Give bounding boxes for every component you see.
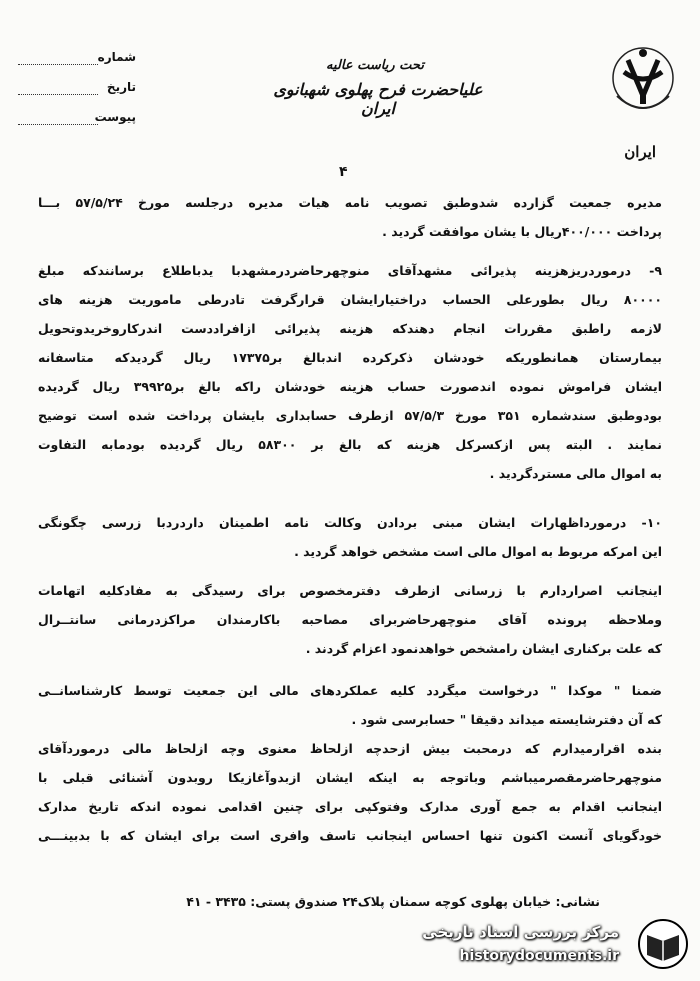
text-line: مدیره جمعیت گزارده شدوطبق تصویب نامه هیات مدیره درجلسه مورخ ۵۷/۵/۲۴ بـــا bbox=[38, 195, 662, 210]
text-line: به اموال مالی مستردگردید . bbox=[489, 466, 662, 481]
paragraph-item-9 bbox=[38, 256, 662, 488]
date-label: تاریخ bbox=[106, 80, 136, 94]
page-number: ۴ bbox=[339, 164, 348, 180]
attachment-label: پیوست bbox=[94, 110, 136, 124]
book-logo-icon bbox=[633, 917, 693, 971]
text-line: اینجانب اصراردارم با زرسانی ازطرف دفترمخصوص برای رسیدگی به مفادکلیه اتهامات bbox=[38, 583, 662, 598]
text-line: که آن دفترشایسته میداند دقیقا " حسابرسی شود . bbox=[351, 712, 662, 727]
text-line: پرداخت ۴۰۰/۰۰۰ریال با یشان موافقت گردید . bbox=[382, 224, 662, 239]
paragraph-1 bbox=[38, 188, 662, 246]
text-line: بیمارستان همانطوریکه خودشان ذکرکرده اندبالغ بر۱۷۳۷۵ ریال گردیدکه متاسفانه bbox=[38, 350, 662, 365]
footer-address: نشانی: خیابان پهلوی کوچه سمنان پلاک۲۴ صندوق پستی: ۳۴۳۵ - ۴۱ bbox=[186, 894, 600, 909]
paragraph-request-inspector bbox=[38, 576, 662, 663]
text-line: بنده اقرارمیدارم که درمحبت بیش ازحدچه ازلحاظ معنوی وچه ازلحاظ مالی درموردآقای bbox=[38, 741, 662, 756]
text-line: منوچهرحاضرمقصرمیباشم وباتوجه به اینکه ایشان ازبدوآغازیکا روبدون آشنائی قبلی با bbox=[38, 770, 662, 785]
number-field bbox=[18, 50, 136, 68]
paragraph-audit-request bbox=[38, 676, 662, 734]
text-line: خودگویای آنست اکنون تنها احساس اینجانب تاسف وافری است برای ایشان که با بدبینـــی bbox=[38, 828, 662, 843]
text-line: که علت برکناری ایشان رامشخص خواهدنمود اعزام گردند . bbox=[305, 641, 662, 656]
archive-watermark bbox=[405, 915, 697, 973]
text-line: ضمنا " موکدا " درخواست میگردد کلیه عملکردهای مالی این جمعیت توسط کارشناسانــی bbox=[38, 683, 662, 698]
text-line: نمایند . البته پس ازکسرکل هزینه که بالغ بر ۵۸۳۰۰ ریال گردیده بودمابه التفاوت bbox=[38, 437, 662, 452]
date-dotted-line bbox=[18, 94, 98, 95]
patronage-line: تحت ریاست عالیه bbox=[326, 58, 424, 73]
text-line: بودوطبق سندشماره ۳۵۱ مورخ ۵۷/۵/۳ ازطرف حسابداری بایشان پرداخت شده است توضیح bbox=[38, 408, 662, 423]
text-line: ۹- درموردریزهزینه پذیرائی مشهدآقای منوچهرحاضردرمشهدبا یدباطلاع برسانندکه مبلغ bbox=[38, 263, 662, 278]
patron-name: علیاحضرت فرح پهلوی شهبانوی ایران bbox=[273, 80, 483, 118]
watermark-url: historydocuments.ir bbox=[459, 948, 619, 964]
text-line: ۱۰- درمورداظهارات ایشان مبنی بردادن وکالت نامه اطمینان داردردبا زرسی چگونگی bbox=[38, 515, 662, 530]
paragraph-item-10 bbox=[38, 508, 662, 566]
text-line: اینجانب اقدام به جمع آوری مدارک وفتوکپی برای چنین اقدامی نموده اندکه تاریخ مدارک bbox=[38, 799, 662, 814]
date-field bbox=[18, 80, 136, 98]
text-line: این امرکه مربوط به اموال مالی است مشخص خواهد گردید . bbox=[294, 544, 662, 559]
watermark-title: مرکز بررسی اسناد تاریخی bbox=[422, 923, 619, 941]
red-lion-sun-emblem bbox=[608, 38, 678, 134]
attachment-field bbox=[18, 110, 136, 128]
text-line: ایشان فراموش نموده اندصورت حساب هزینه خودشان راکه بالغ بر۳۹۹۲۵ ریال گردیده bbox=[38, 379, 662, 394]
text-line: لازمه راطبق مقررات انجام دهندکه هزینه پذیرائی ازافراددست اندرکاروخریدوتحویل bbox=[38, 321, 662, 336]
paragraph-confession bbox=[38, 734, 662, 850]
number-label: شماره bbox=[97, 50, 136, 64]
country-label: ایران bbox=[624, 143, 656, 161]
text-line: ۸۰۰۰۰ ریال بطورعلی الحساب دراختیارایشان قرارگرفت تادرطی ماموریت هزینه های bbox=[38, 292, 662, 307]
attachment-dotted-line bbox=[18, 124, 98, 125]
text-line: وملاحظه پرونده آقای منوچهرحاضربرای مصاحبه باکارمندان مراکزدرمانی سانتــرال bbox=[38, 612, 662, 627]
number-dotted-line bbox=[18, 64, 98, 65]
